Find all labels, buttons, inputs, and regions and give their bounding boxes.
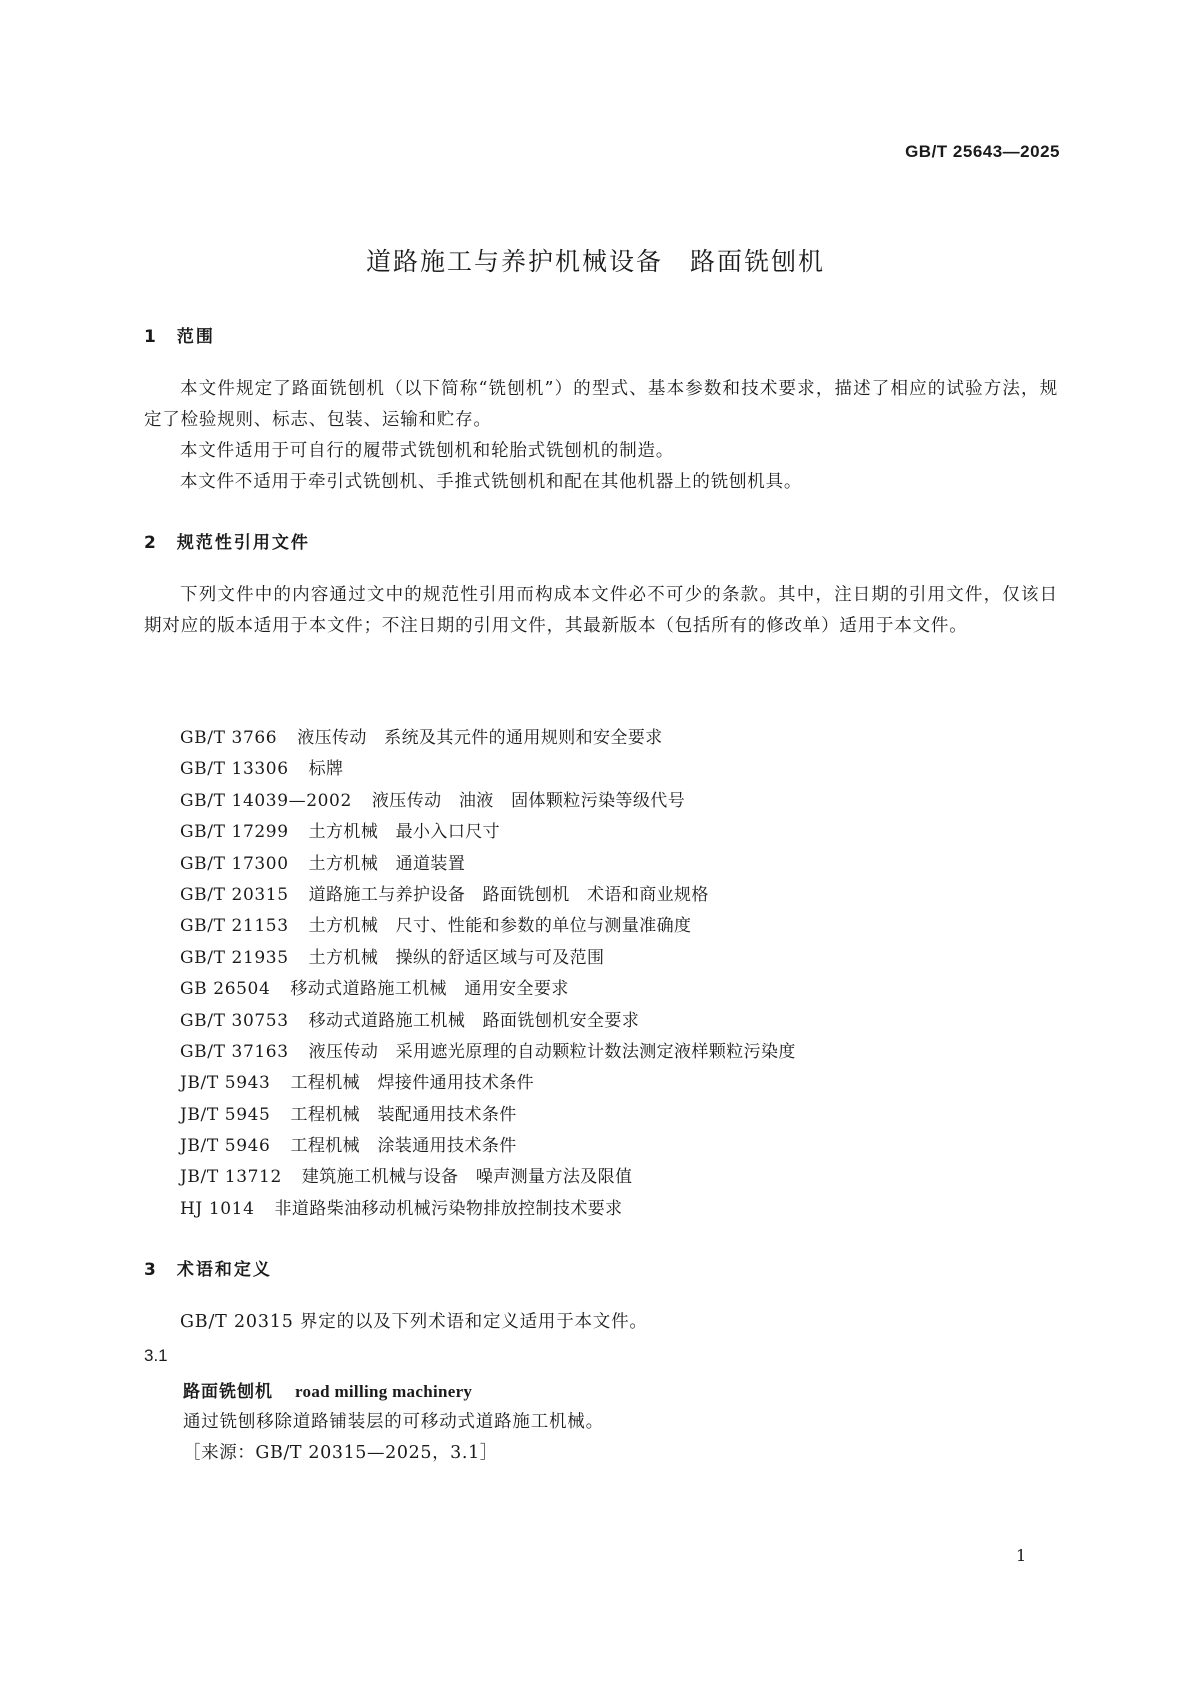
reference-list xyxy=(180,723,796,1225)
reference-code: GB/T 17299 xyxy=(180,822,289,843)
reference-code: JB/T 5943 xyxy=(180,1073,271,1094)
reference-code: GB/T 3766 xyxy=(180,728,278,748)
scope-paragraph-2: 本文件适用于可自行的履带式铣刨机和轮胎式铣刨机的制造。 xyxy=(180,441,675,461)
term-name xyxy=(183,1377,472,1402)
reference-code: JB/T 13712 xyxy=(180,1167,282,1188)
reference-title: 土方机械 尺寸、性能和参数的单位与测量准确度 xyxy=(308,916,692,937)
reference-item xyxy=(180,1162,796,1193)
section-heading-normative-references: 2 规范性引用文件 xyxy=(144,533,310,553)
section-heading-terms-definitions: 3 术语和定义 xyxy=(144,1260,272,1280)
document-title: 道路施工与养护机械设备 路面铣刨机 xyxy=(365,247,825,276)
reference-code: GB/T 20315 xyxy=(180,884,289,905)
reference-item xyxy=(180,880,796,911)
term-number: 3.1 xyxy=(144,1346,168,1365)
page-number: 1 xyxy=(1016,1546,1027,1565)
reference-title: 土方机械 最小入口尺寸 xyxy=(308,822,501,843)
standard-code: GB/T 25643—2025 xyxy=(905,142,1060,161)
references-intro: 下列文件中的内容通过文中的规范性引用而构成本文件必不可少的条款。其中，注日期的引用文件，仅该日期对应的版本适用于本文件；不注日期的引用文件，其最新版本（包括所有的修改单）适用于本文件。 xyxy=(144,585,1058,636)
reference-title: 移动式道路施工机械 路面铣刨机安全要求 xyxy=(308,1010,640,1031)
reference-title: 标牌 xyxy=(308,759,344,780)
reference-title: 工程机械 焊接件通用技术条件 xyxy=(290,1073,535,1094)
reference-title: 土方机械 操纵的舒适区域与可及范围 xyxy=(308,947,605,968)
scope-paragraph-3: 本文件不适用于牵引式铣刨机、手推式铣刨机和配在其他机器上的铣刨机具。 xyxy=(180,472,803,492)
term-source: ［来源：GB/T 20315—2025，3.1］ xyxy=(183,1443,498,1463)
reference-item xyxy=(180,786,796,817)
reference-code: GB/T 21153 xyxy=(180,916,289,937)
reference-code: JB/T 5945 xyxy=(180,1104,271,1125)
reference-code: GB/T 21935 xyxy=(180,947,289,968)
reference-code: JB/T 5946 xyxy=(180,1136,271,1157)
reference-title: 非道路柴油移动机械污染物排放控制技术要求 xyxy=(274,1198,623,1219)
reference-item xyxy=(180,1100,796,1131)
reference-item xyxy=(180,1194,796,1225)
term-name-en: road milling machinery xyxy=(295,1382,473,1401)
reference-title: 道路施工与养护设备 路面铣刨机 术语和商业规格 xyxy=(308,884,709,905)
terms-intro: GB/T 20315 界定的以及下列术语和定义适用于本文件。 xyxy=(180,1312,648,1332)
reference-item xyxy=(180,849,796,880)
reference-code: GB/T 37163 xyxy=(180,1041,289,1062)
reference-code: GB/T 17300 xyxy=(180,853,289,874)
reference-title: 建筑施工机械与设备 噪声测量方法及限值 xyxy=(301,1167,633,1188)
term-name-zh: 路面铣刨机 xyxy=(183,1382,273,1402)
reference-item xyxy=(180,943,796,974)
reference-title: 液压传动 系统及其元件的通用规则和安全要求 xyxy=(297,728,663,748)
reference-code: GB/T 14039—2002 xyxy=(180,790,352,811)
reference-item xyxy=(180,1068,796,1099)
section-heading-scope: 1 范围 xyxy=(144,327,215,347)
reference-code: HJ 1014 xyxy=(180,1198,255,1219)
reference-code: GB 26504 xyxy=(180,979,271,1000)
reference-title: 工程机械 装配通用技术条件 xyxy=(290,1104,517,1125)
term-definition: 通过铣刨移除道路铺装层的可移动式道路施工机械。 xyxy=(183,1412,604,1432)
reference-item xyxy=(180,1131,796,1162)
reference-item xyxy=(180,723,796,754)
reference-item xyxy=(180,911,796,942)
reference-code: GB/T 13306 xyxy=(180,759,289,780)
reference-item xyxy=(180,974,796,1005)
reference-item xyxy=(180,1006,796,1037)
reference-code: GB/T 30753 xyxy=(180,1010,289,1031)
reference-title: 液压传动 采用遮光原理的自动颗粒计数法测定液样颗粒污染度 xyxy=(308,1041,796,1062)
reference-title: 移动式道路施工机械 通用安全要求 xyxy=(290,979,569,1000)
reference-item xyxy=(180,1037,796,1068)
scope-paragraph-1: 本文件规定了路面铣刨机（以下简称“铣刨机”）的型式、基本参数和技术要求，描述了相应的试验方法，规定了检验规则、标志、包装、运输和贮存。 xyxy=(144,379,1058,430)
reference-item xyxy=(180,754,796,785)
reference-title: 液压传动 油液 固体颗粒污染等级代号 xyxy=(371,790,686,811)
reference-title: 工程机械 涂装通用技术条件 xyxy=(290,1136,517,1157)
reference-title: 土方机械 通道装置 xyxy=(308,853,466,874)
reference-item xyxy=(180,817,796,848)
